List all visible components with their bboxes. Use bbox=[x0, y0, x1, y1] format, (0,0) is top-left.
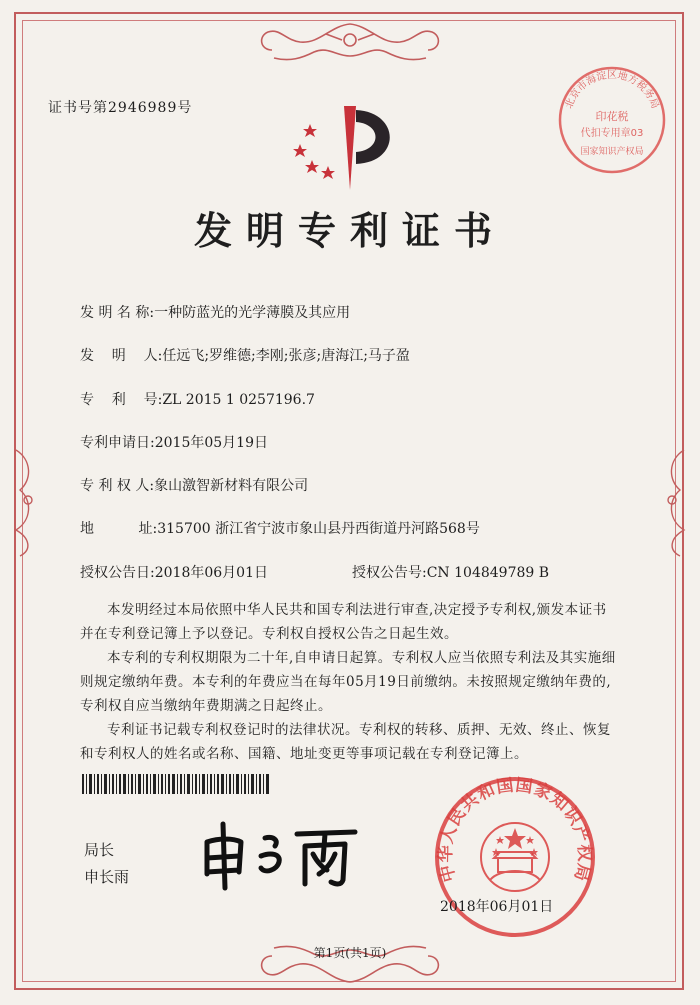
filing-date-value: 2015年05月19日 bbox=[154, 435, 268, 451]
filing-date-label: 专利申请日: bbox=[80, 435, 155, 451]
patentee-value: 象山激智新材料有限公司 bbox=[154, 478, 309, 494]
inventor-value: 任远飞;罗维德;李刚;张彦;唐海江;马子盈 bbox=[162, 348, 410, 364]
seal-date: 2018年06月01日 bbox=[440, 899, 554, 915]
patentee-label: 专 利 权 人: bbox=[80, 478, 155, 494]
body-paragraph-1: 本发明经过本局依照中华人民共和国专利法进行审查,决定授予专利权,颁发本证书并在专利登记簿上予以登记。专利权自授权公告之日起生效。 bbox=[80, 602, 607, 642]
certificate-number: 证书号第2946989号 bbox=[48, 100, 193, 116]
page-number: 第1页(共1页) bbox=[313, 946, 387, 960]
body-paragraph-2: 本专利的专利权期限为二十年,自申请日起算。专利权人应当依照专利法及其实施细则规定缴纳年费。本专利的年费应当在每年05月19日前缴纳。未按照规定缴纳年费的,专利权自应当缴纳年费期满之日起终止。 bbox=[80, 650, 616, 714]
filing-date-row bbox=[80, 432, 268, 452]
address-value: 315700 浙江省宁波市象山县丹西街道丹河路568号 bbox=[157, 521, 480, 537]
invention-name-value: 一种防蓝光的光学薄膜及其应用 bbox=[154, 305, 351, 321]
address-row bbox=[80, 518, 480, 538]
invention-name-row bbox=[80, 302, 350, 322]
national-ip-office-seal bbox=[430, 772, 600, 942]
top-seal-line2: 代扣专用章03 bbox=[580, 128, 644, 139]
patent-number-label: 专 利 号: bbox=[80, 392, 163, 408]
stamp-duty-seal bbox=[552, 60, 672, 180]
top-ornament bbox=[250, 16, 450, 76]
director-signature bbox=[195, 812, 375, 892]
top-seal-bottom: 国家知识产权局 bbox=[580, 147, 644, 157]
barcode bbox=[82, 774, 272, 794]
grant-date-row bbox=[80, 562, 268, 582]
big-seal-ring-text: 中华人民共和国国家知识产权局 bbox=[435, 775, 595, 884]
body-paragraph-3: 专利证书记载专利权登记时的法律状况。专利权的转移、质押、无效、终止、恢复和专利权人的姓名或名称、国籍、地址变更等事项记载在专利登记簿上。 bbox=[80, 722, 611, 762]
top-seal-ring-text: 北京市海淀区地方税务局 bbox=[563, 70, 661, 111]
grant-date-value: 2018年06月01日 bbox=[154, 565, 268, 581]
svg-text:北京市海淀区地方税务局 bbox=[563, 68, 661, 110]
director-name: 申长雨 bbox=[84, 868, 130, 886]
certificate-body-text bbox=[80, 598, 620, 766]
patent-number-value: ZL 2015 1 0257196.7 bbox=[162, 392, 315, 408]
patentee-row bbox=[80, 475, 308, 495]
address-label: 地 址: bbox=[80, 521, 158, 537]
inventor-label: 发 明 人: bbox=[80, 348, 163, 364]
certificate-title: 发明专利证书 bbox=[193, 208, 506, 253]
grant-number-value: CN 104849789 B bbox=[426, 565, 550, 581]
patent-office-logo-icon bbox=[290, 100, 410, 195]
grant-number-row bbox=[352, 562, 549, 582]
patent-number-row bbox=[80, 389, 315, 409]
director-title: 局长 bbox=[84, 841, 115, 859]
grant-date-label: 授权公告日: bbox=[80, 565, 155, 581]
top-seal-line1: 印花税 bbox=[595, 110, 629, 123]
invention-name-label: 发 明 名 称: bbox=[80, 305, 155, 321]
right-ornament bbox=[658, 440, 688, 560]
grant-number-label: 授权公告号: bbox=[352, 565, 427, 581]
inventor-row bbox=[80, 345, 410, 365]
left-ornament bbox=[12, 440, 42, 560]
